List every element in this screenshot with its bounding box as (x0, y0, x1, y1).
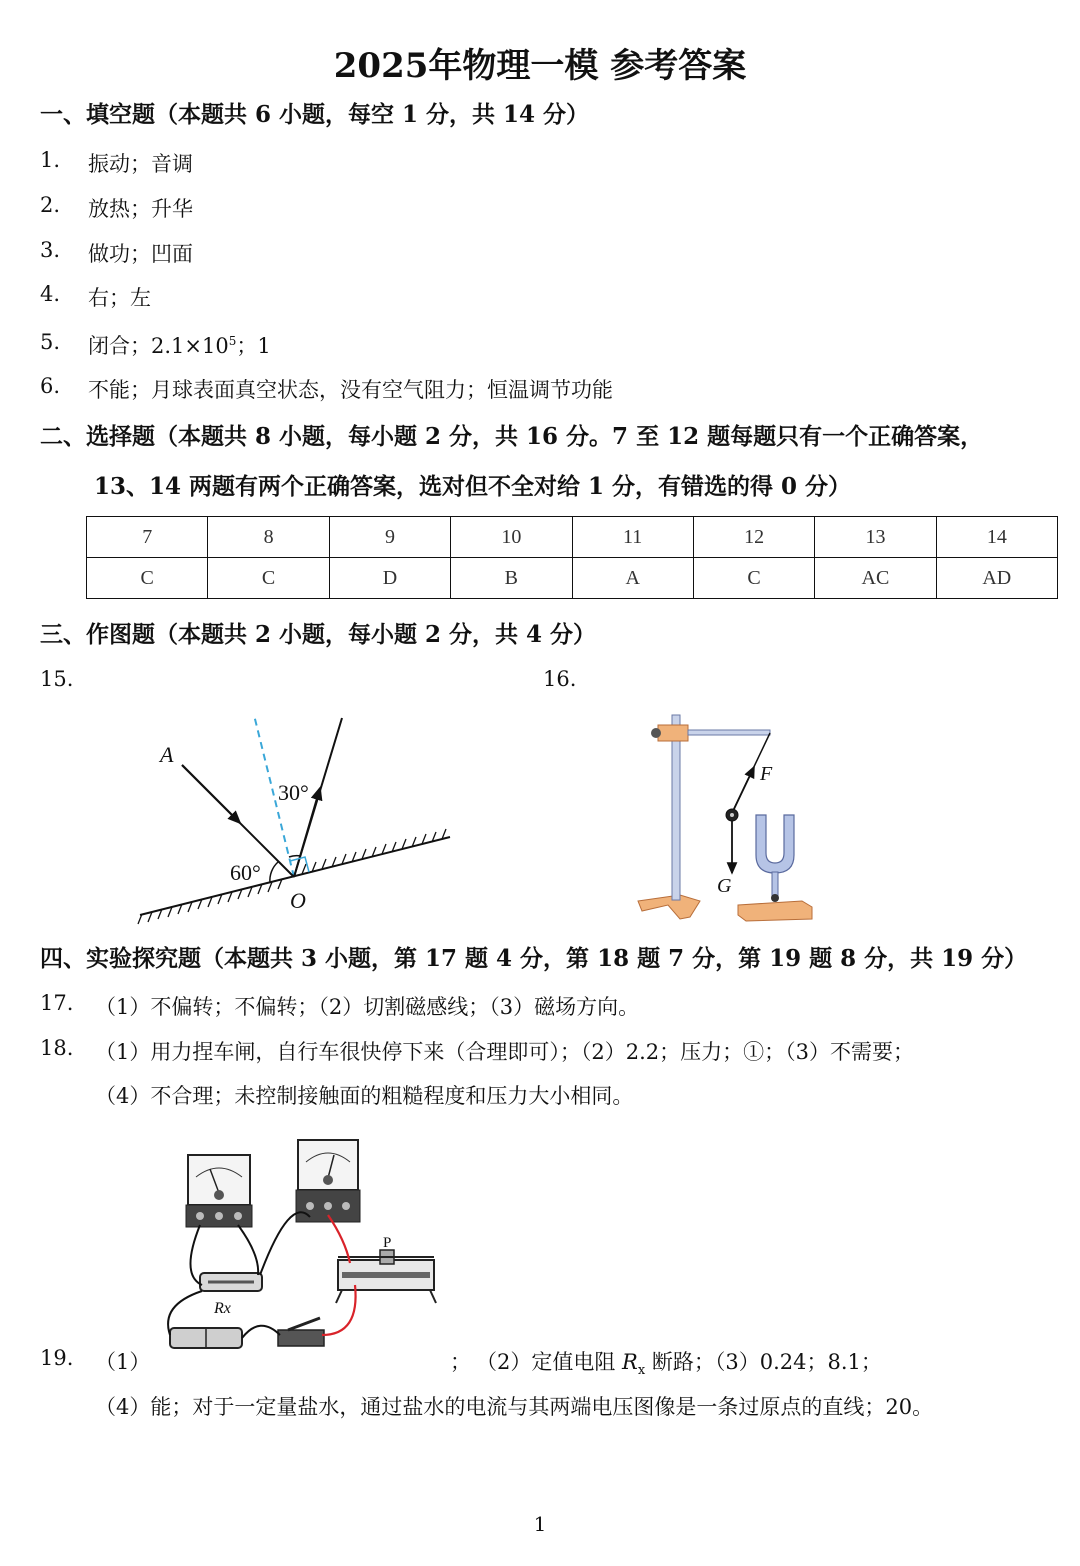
table-cell-number: 14 (936, 517, 1057, 558)
q1-answer: 振动；音调 (88, 152, 193, 176)
q19-subscript-x: x (637, 1363, 646, 1379)
table-cell-number: 11 (572, 517, 693, 558)
section2-heading-line2: 13、14 两题有两个正确答案，选对但不全对给 1 分，有错选的得 0 分） (94, 473, 852, 500)
q19-part1: （1） (95, 1350, 151, 1374)
section1-heading: 一、填空题（本题共 6 小题，每空 1 分，共 14 分） (40, 101, 590, 128)
table-cell-answer: C (693, 558, 814, 599)
answer-table (86, 516, 1058, 599)
label-A: A (160, 742, 174, 767)
page-number: 1 (533, 1512, 547, 1536)
ammeter (296, 1140, 360, 1222)
label-angle-60: 60° (230, 860, 261, 885)
stand-base (638, 895, 700, 919)
q19-answer-line2: （4）能；对于一定量盐水，通过盐水的电流与其两端电压图像是一条过原点的直线；20。 (95, 1395, 934, 1419)
q15-num: 15. (40, 667, 74, 691)
q5-answer-pre: 闭合；2.1×10 (88, 334, 229, 358)
table-cell-number: 7 (87, 517, 208, 558)
q4-num: 4. (40, 282, 61, 306)
table-cell-answer: AD (936, 558, 1057, 599)
q5-answer (88, 330, 271, 360)
wood-block (738, 901, 812, 921)
answer-table-numbers-row (87, 517, 1058, 558)
table-cell-number: 13 (815, 517, 936, 558)
q2-answer: 放热；升华 (88, 197, 193, 221)
q16-num: 16. (543, 667, 577, 691)
clamp-screw (651, 728, 661, 738)
label-rx: Rx (214, 1300, 231, 1317)
ball-highlight (730, 813, 734, 817)
stand-rod (672, 715, 680, 900)
switch (278, 1318, 324, 1346)
label-O: O (290, 888, 306, 913)
section3-heading: 三、作图题（本题共 2 小题，每小题 2 分，共 4 分） (40, 621, 597, 648)
q6-num: 6. (40, 374, 61, 398)
tuning-fork-knob (771, 894, 779, 902)
table-cell-number: 12 (693, 517, 814, 558)
section4-heading: 四、实验探究题（本题共 3 小题，第 17 题 4 分，第 18 题 7 分，第 19 题 8 分，共 19 分） (40, 945, 1028, 972)
stand-clamp (658, 725, 688, 741)
q19-part2-post: 断路；（3）0.24；8.1； (645, 1350, 882, 1374)
stand-arm (688, 730, 770, 735)
table-cell-answer: A (572, 558, 693, 599)
incident-ray-arrow (182, 765, 240, 823)
q1-num: 1. (40, 148, 61, 172)
label-G: G (717, 875, 732, 897)
q2-num: 2. (40, 193, 61, 217)
q19-separator: ； (450, 1350, 471, 1374)
tuning-fork (756, 815, 794, 873)
force-F-arrow (734, 767, 754, 809)
q17-answer: （1）不偏转；不偏转；（2）切割磁感线；（3）磁场方向。 (95, 995, 640, 1019)
q19-part2 (476, 1346, 882, 1378)
q19-variable-r: R (622, 1350, 638, 1374)
table-cell-answer: D (329, 558, 450, 599)
answer-table-answers-row (87, 558, 1058, 599)
table-cell-answer: C (208, 558, 329, 599)
q19-num: 19. (40, 1346, 74, 1370)
table-cell-number: 10 (451, 517, 572, 558)
q19-part2-pre: （2）定值电阻 (476, 1350, 623, 1374)
q18-answer-line1: （1）用力捏车闸，自行车很快停下来（合理即可）；（2）2.2；压力；①；（3）不需要； (95, 1040, 914, 1064)
table-cell-number: 8 (208, 517, 329, 558)
q18-answer-line2: （4）不合理；未控制接触面的粗糙程度和压力大小相同。 (95, 1084, 634, 1108)
battery (170, 1328, 242, 1348)
q4-answer: 右；左 (88, 286, 151, 310)
table-cell-answer: C (87, 558, 208, 599)
table-cell-answer: AC (815, 558, 936, 599)
label-F: F (760, 763, 773, 785)
circuit-diagram (150, 1135, 450, 1355)
q5-num: 5. (40, 330, 61, 354)
label-p: P (383, 1235, 392, 1251)
rheostat (336, 1250, 436, 1303)
resistor-rx (200, 1273, 262, 1291)
q3-answer: 做功；凹面 (88, 242, 193, 266)
voltmeter (186, 1155, 252, 1227)
table-cell-answer: B (451, 558, 572, 599)
q3-num: 3. (40, 238, 61, 262)
q17-num: 17. (40, 991, 74, 1015)
page-title: 2025年物理一模 参考答案 (333, 46, 747, 86)
reflection-diagram (120, 700, 470, 930)
q5-answer-post: ；1 (236, 334, 271, 358)
q6-answer: 不能；月球表面真空状态，没有空气阻力；恒温调节功能 (88, 378, 613, 402)
label-angle-30: 30° (278, 780, 309, 805)
pendulum-stand-diagram (620, 705, 830, 930)
section2-heading-line1: 二、选择题（本题共 8 小题，每小题 2 分，共 16 分。7 至 12 题每题只有一个正确答案， (40, 423, 984, 450)
table-cell-number: 9 (329, 517, 450, 558)
q5-exponent: 5 (228, 334, 237, 348)
q18-num: 18. (40, 1036, 74, 1060)
